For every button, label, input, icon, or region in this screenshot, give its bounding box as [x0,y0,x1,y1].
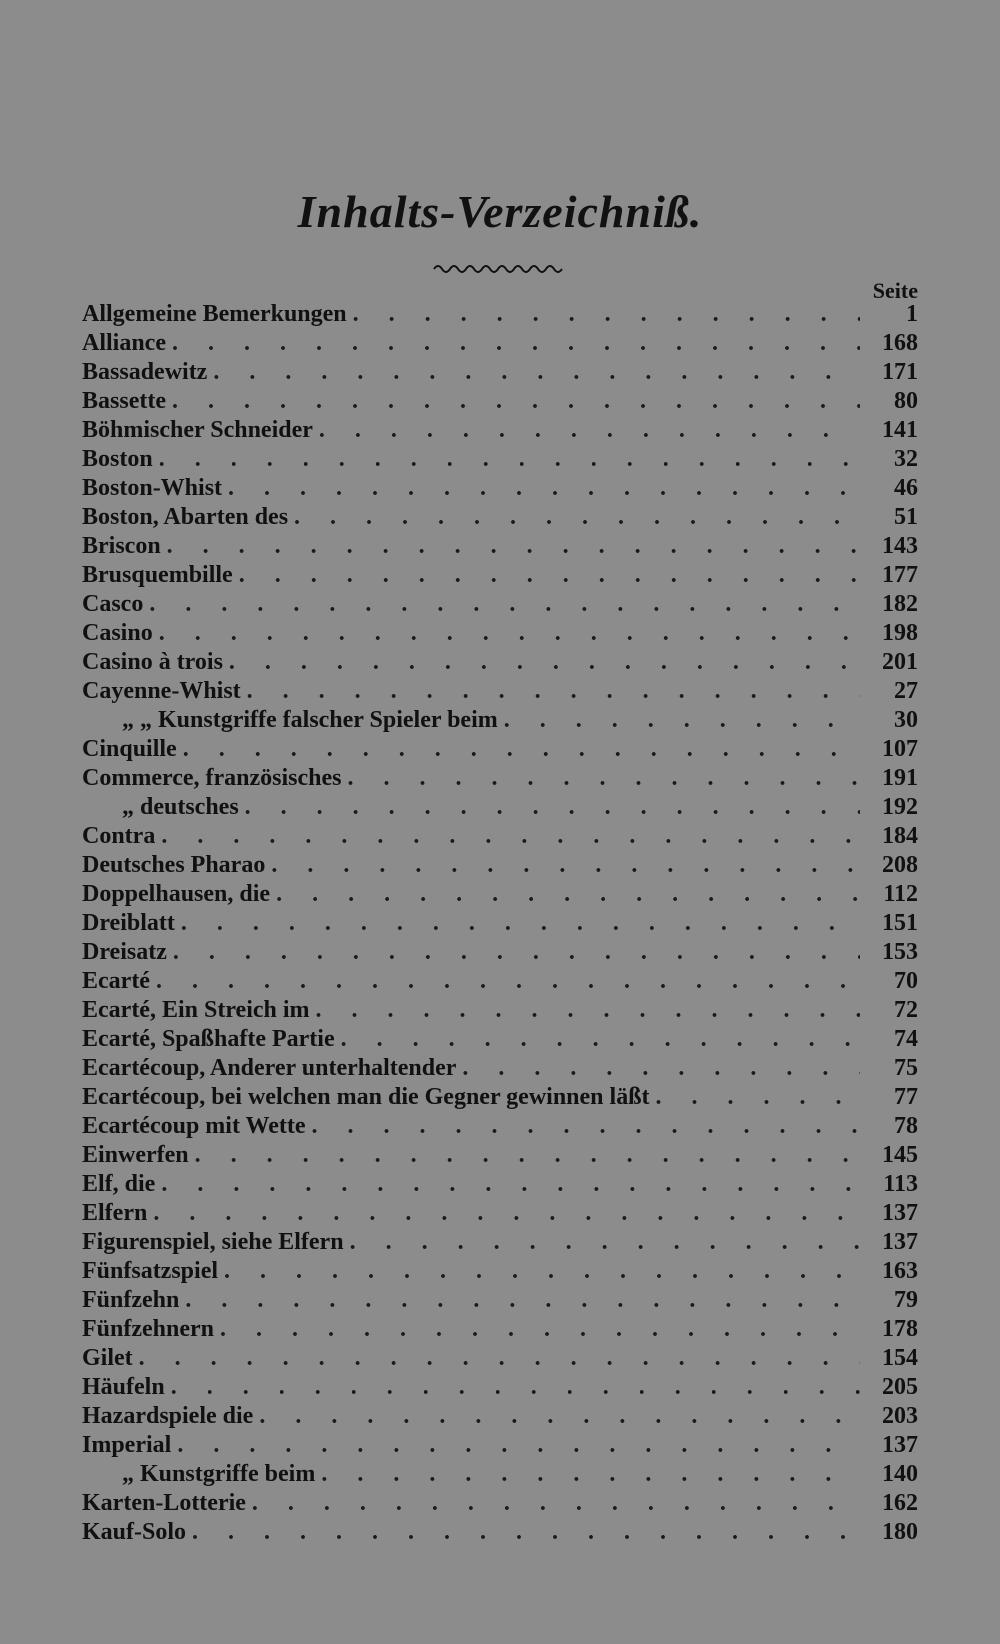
toc-entry-label: Fünfsatzspiel [82,1258,219,1284]
leader-dots [172,387,860,416]
toc-entry-label: Hazardspiele die [82,1403,254,1429]
toc-entry [82,1141,918,1170]
toc-entry-label: Ecartécoup mit Wette [82,1113,306,1139]
leader-dots [504,706,860,735]
leader-dots [213,358,860,387]
page-title: Inhalts-Verzeichniß. [297,186,703,237]
toc-entry-label: Casino à trois [82,649,223,675]
toc-entry-label: Bassadewitz [82,359,208,385]
toc-entry [82,996,918,1025]
page-column-header: Seite [872,278,918,303]
toc-entry-page-number: 140 [882,1461,918,1487]
toc-entry-page-number: 113 [883,1171,918,1197]
toc-entry [82,1170,918,1199]
toc-entry [82,938,918,967]
toc-entry-page-number: 145 [882,1142,918,1168]
toc-entry-label: Briscon [82,533,161,559]
leader-dots [183,735,860,764]
leader-dots [259,1402,860,1431]
toc-entry [82,1402,918,1431]
toc-entry-page-number: 180 [882,1519,918,1545]
toc-entry-page-number: 30 [894,707,918,733]
toc-entry [82,909,918,938]
toc-entry-page-number: 208 [882,852,918,878]
toc-entry [82,300,918,329]
toc-entry [82,1344,918,1373]
toc-entry [82,503,918,532]
toc-entry-page-number: 198 [882,620,918,646]
toc-entry-page-number: 151 [882,910,918,936]
toc-entry [82,851,918,880]
toc-entry [82,474,918,503]
toc-entry-page-number: 191 [882,765,918,791]
toc-entry [82,706,918,735]
leader-dots [181,909,860,938]
toc-entry [82,416,918,445]
leader-dots [341,1025,860,1054]
leader-dots [159,619,860,648]
leader-dots [347,764,860,793]
toc-entry-label: Einwerfen [82,1142,189,1168]
toc-entry-label: Ecarté [82,968,150,994]
toc-entry [82,1373,918,1402]
toc-entry [82,619,918,648]
leader-dots [321,1460,860,1489]
toc-entry-page-number: 27 [894,678,918,704]
toc-entry-label: „ Kunstgriffe beim [122,1461,316,1487]
toc-entry-label: Alliance [82,330,166,356]
toc-entry-label: Cinquille [82,736,177,762]
toc-entry [82,532,918,561]
leader-dots [172,329,860,358]
toc-entry-label: Casco [82,591,144,617]
toc-entry-page-number: 70 [894,968,918,994]
toc-entry [82,1431,918,1460]
toc-entry [82,967,918,996]
leader-dots [316,996,860,1025]
leader-dots [161,1170,860,1199]
toc-entry [82,764,918,793]
toc-entry-page-number: 137 [882,1200,918,1226]
leader-dots [177,1431,860,1460]
toc-entry [82,1315,918,1344]
toc-entry-page-number: 1 [906,301,918,327]
toc-entry-label: Kauf-Solo [82,1519,187,1545]
toc-entry-label: „ deutsches [122,794,239,820]
toc-entry-label: Contra [82,823,156,849]
toc-entry-page-number: 141 [882,417,918,443]
toc-entry-label: Gilet [82,1345,133,1371]
leader-dots [245,793,860,822]
leader-dots [294,503,860,532]
toc-entry-page-number: 163 [882,1258,918,1284]
toc-entry [82,677,918,706]
toc-entry-page-number: 80 [894,388,918,414]
toc-entry-page-number: 78 [894,1113,918,1139]
toc-entry-page-number: 168 [882,330,918,356]
toc-entry-page-number: 177 [882,562,918,588]
leader-dots [220,1315,860,1344]
leader-dots [350,1228,860,1257]
toc-entry-label: Elf, die [82,1171,156,1197]
toc-entry-page-number: 51 [894,504,918,530]
leader-dots [462,1054,860,1083]
toc-entry-page-number: 203 [882,1403,918,1429]
toc-entry-page-number: 162 [882,1490,918,1516]
toc-entry-label: Bassette [82,388,166,414]
toc-entry-label: Karten-Lotterie [82,1490,246,1516]
toc-entry-page-number: 154 [882,1345,918,1371]
toc-entry [82,561,918,590]
leader-dots [228,474,860,503]
toc-entry-label: Häufeln [82,1374,165,1400]
toc-entry [82,1228,918,1257]
leader-dots [149,590,860,619]
toc-entry-label: Boston, Abarten des [82,504,289,530]
toc-entry-page-number: 79 [894,1287,918,1313]
leader-dots [153,1199,860,1228]
leader-dots [173,938,860,967]
toc-entry-label: Ecarté, Spaßhafte Partie [82,1026,335,1052]
toc-entry-page-number: 137 [882,1432,918,1458]
table-of-contents [82,300,918,1547]
leader-dots [276,880,860,909]
toc-entry-label: Ecartécoup, bei welchen man die Gegner gewinnen läßt [82,1084,650,1110]
toc-entry-page-number: 32 [894,446,918,472]
toc-entry-page-number: 143 [882,533,918,559]
leader-dots [353,300,860,329]
leader-dots [252,1489,860,1518]
toc-entry [82,735,918,764]
toc-entry-label: Commerce, französisches [82,765,342,791]
leader-dots [171,1373,860,1402]
toc-entry [82,329,918,358]
toc-entry [82,1025,918,1054]
toc-entry [82,1257,918,1286]
toc-entry-page-number: 137 [882,1229,918,1255]
leader-dots [247,677,860,706]
toc-entry-page-number: 153 [882,939,918,965]
toc-entry [82,1199,918,1228]
toc-entry-label: Ecarté, Ein Streich im [82,997,310,1023]
toc-entry-label: Deutsches Pharao [82,852,266,878]
toc-entry-label: Brusquembille [82,562,233,588]
toc-entry [82,1054,918,1083]
leader-dots [239,561,860,590]
leader-dots [156,967,860,996]
toc-entry-page-number: 205 [882,1374,918,1400]
toc-entry-label: Ecartécoup, Anderer unterhaltender [82,1055,457,1081]
toc-entry-page-number: 46 [894,475,918,501]
leader-dots [195,1141,860,1170]
toc-entry-label: Böhmischer Schneider [82,417,313,443]
toc-entry-label: Elfern [82,1200,148,1226]
toc-entry-page-number: 77 [894,1084,918,1110]
toc-entry-page-number: 75 [894,1055,918,1081]
toc-entry [82,1083,918,1112]
toc-entry-page-number: 184 [882,823,918,849]
toc-entry-label: Casino [82,620,153,646]
leader-dots [159,445,860,474]
toc-entry-page-number: 201 [882,649,918,675]
toc-entry [82,648,918,677]
toc-entry-label: Imperial [82,1432,172,1458]
toc-entry-page-number: 74 [894,1026,918,1052]
toc-entry [82,822,918,851]
toc-entry-page-number: 182 [882,591,918,617]
leader-dots [192,1518,860,1547]
leader-dots [167,532,860,561]
toc-entry [82,1518,918,1547]
toc-entry-page-number: 171 [882,359,918,385]
leader-dots [271,851,860,880]
toc-entry-label: Allgemeine Bemerkungen [82,301,347,327]
toc-entry-label: Figurenspiel, siehe Elfern [82,1229,344,1255]
toc-entry [82,1286,918,1315]
toc-entry [82,358,918,387]
decorative-rule [432,262,566,276]
leader-dots [229,648,860,677]
leader-dots [224,1257,860,1286]
toc-entry-page-number: 178 [882,1316,918,1342]
toc-entry [82,590,918,619]
toc-entry-page-number: 192 [882,794,918,820]
toc-entry-label: Cayenne-Whist [82,678,241,704]
leader-dots [656,1083,860,1112]
toc-entry-label: Dreiblatt [82,910,175,936]
leader-dots [185,1286,860,1315]
leader-dots [161,822,860,851]
toc-entry-label: Boston-Whist [82,475,223,501]
toc-entry-label: Boston [82,446,153,472]
toc-entry [82,793,918,822]
toc-entry-label: Dreisatz [82,939,167,965]
leader-dots [319,416,860,445]
toc-entry-page-number: 112 [883,881,918,907]
toc-entry-page-number: 72 [894,997,918,1023]
leader-dots [312,1112,861,1141]
toc-entry [82,1112,918,1141]
toc-entry [82,880,918,909]
toc-entry [82,387,918,416]
toc-entry-label: Doppelhausen, die [82,881,271,907]
toc-entry [82,1489,918,1518]
toc-entry [82,445,918,474]
toc-entry [82,1460,918,1489]
toc-entry-label: Fünfzehn [82,1287,180,1313]
toc-entry-label: Fünfzehnern [82,1316,214,1342]
toc-entry-label: „ „ Kunstgriffe falscher Spieler beim [122,707,498,733]
toc-entry-page-number: 107 [882,736,918,762]
leader-dots [139,1344,860,1373]
